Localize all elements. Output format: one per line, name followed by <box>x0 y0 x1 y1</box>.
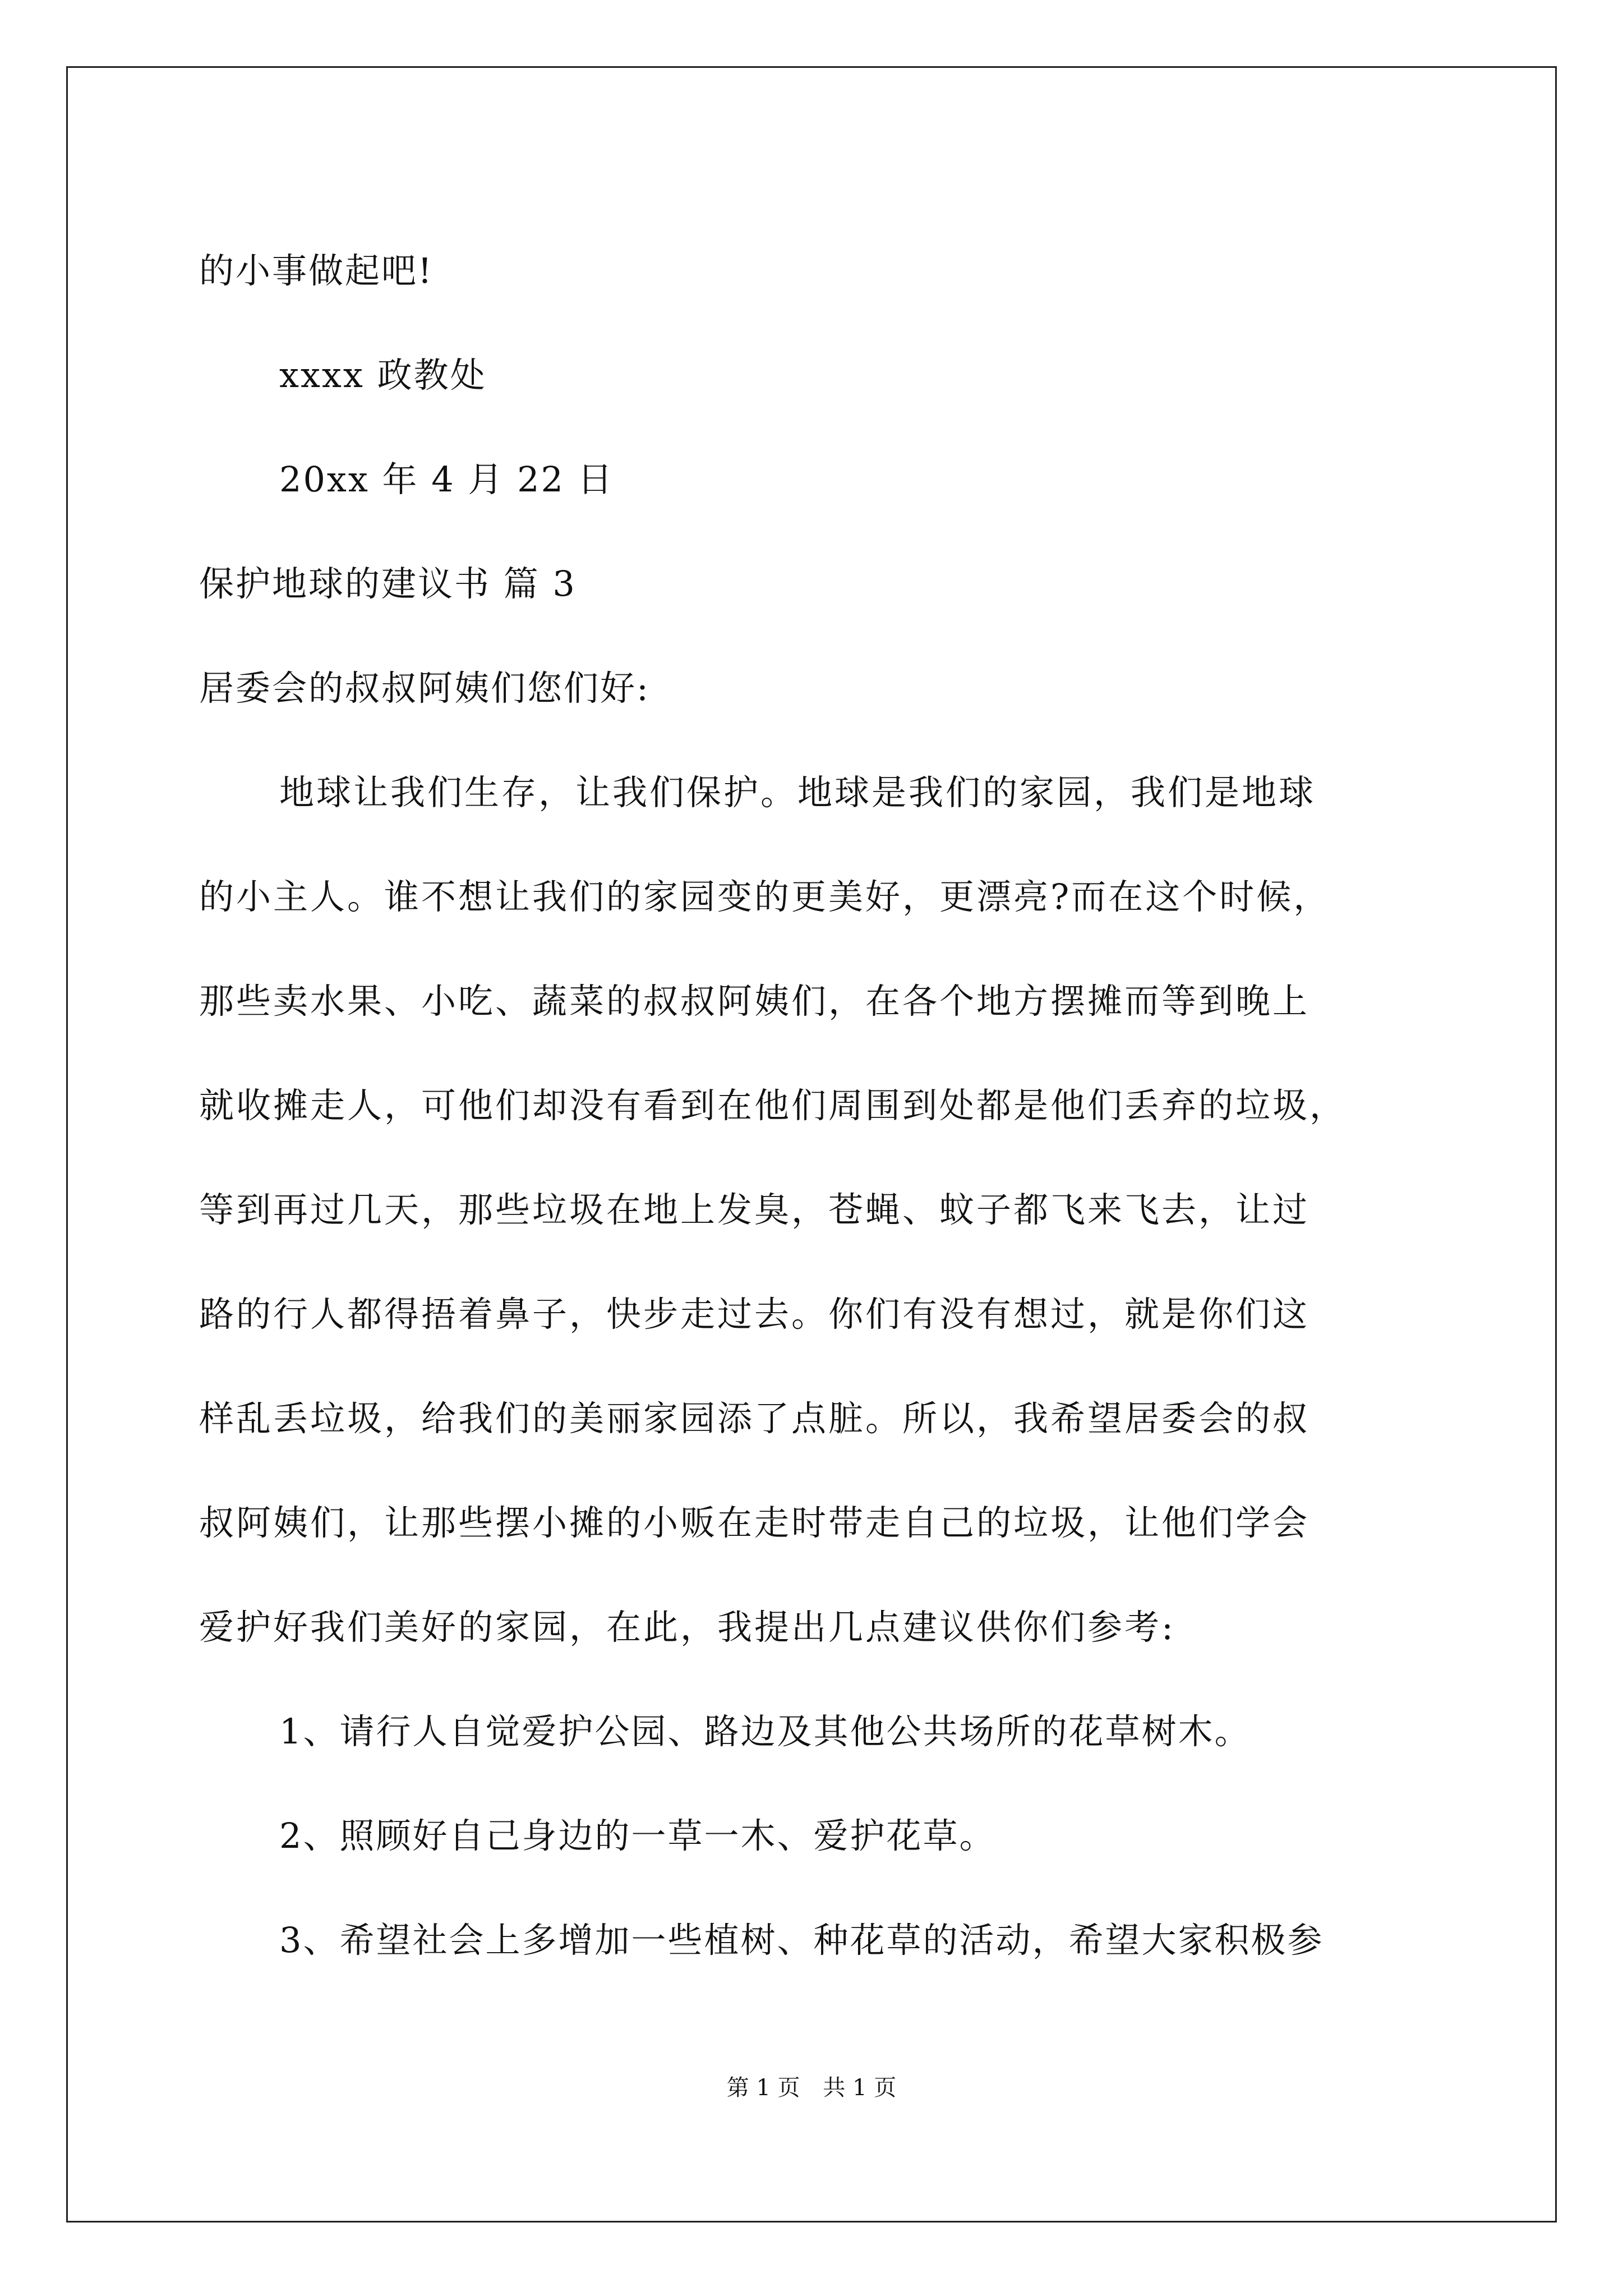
paragraph-line: 爱护好我们美好的家园，在此，我提出几点建议供你们参考: <box>199 1607 1175 1648</box>
list-item: 3、希望社会上多增加一些植树、种花草的活动，希望大家积极参 <box>279 1920 1324 1961</box>
text-line: 的小事做起吧! <box>199 250 434 291</box>
page-total: 共 1 页 <box>823 2075 897 2101</box>
paragraph-line: 路的行人都得捂着鼻子，快步走过去。你们有没有想过，就是你们这 <box>199 1294 1310 1335</box>
page-number: 第 1 页 <box>726 2075 800 2101</box>
paragraph-line: 就收摊走人，可他们却没有看到在他们周围到处都是他们丢弃的垃圾， <box>199 1085 1347 1126</box>
page-footer <box>0 2070 1623 2102</box>
list-item: 2、照顾好自己身边的一草一木、爱护花草。 <box>279 1815 996 1856</box>
signature-date: 20xx 年 4 月 22 日 <box>279 459 614 500</box>
paragraph-line: 叔阿姨们，让那些摆小摊的小贩在走时带走自己的垃圾，让他们学会 <box>199 1502 1310 1543</box>
list-item: 1、请行人自觉爱护公园、路边及其他公共场所的花草树木。 <box>279 1711 1251 1752</box>
signature-department: xxxx 政教处 <box>279 355 487 395</box>
section-title: 保护地球的建议书 篇 3 <box>199 563 577 604</box>
salutation: 居委会的叔叔阿姨们您们好: <box>199 668 650 708</box>
paragraph-line: 地球让我们生存，让我们保护。地球是我们的家园，我们是地球 <box>279 772 1316 813</box>
paragraph-line: 样乱丢垃圾，给我们的美丽家园添了点脏。所以，我希望居委会的叔 <box>199 1398 1310 1439</box>
paragraph-line: 等到再过几天，那些垃圾在地上发臭，苍蝇、蚊子都飞来飞去，让过 <box>199 1189 1310 1230</box>
paragraph-line: 的小主人。谁不想让我们的家园变的更美好，更漂亮?而在这个时候， <box>199 876 1331 917</box>
paragraph-line: 那些卖水果、小吃、蔬菜的叔叔阿姨们，在各个地方摆摊而等到晚上 <box>199 981 1310 1022</box>
document-body <box>199 219 1433 1993</box>
